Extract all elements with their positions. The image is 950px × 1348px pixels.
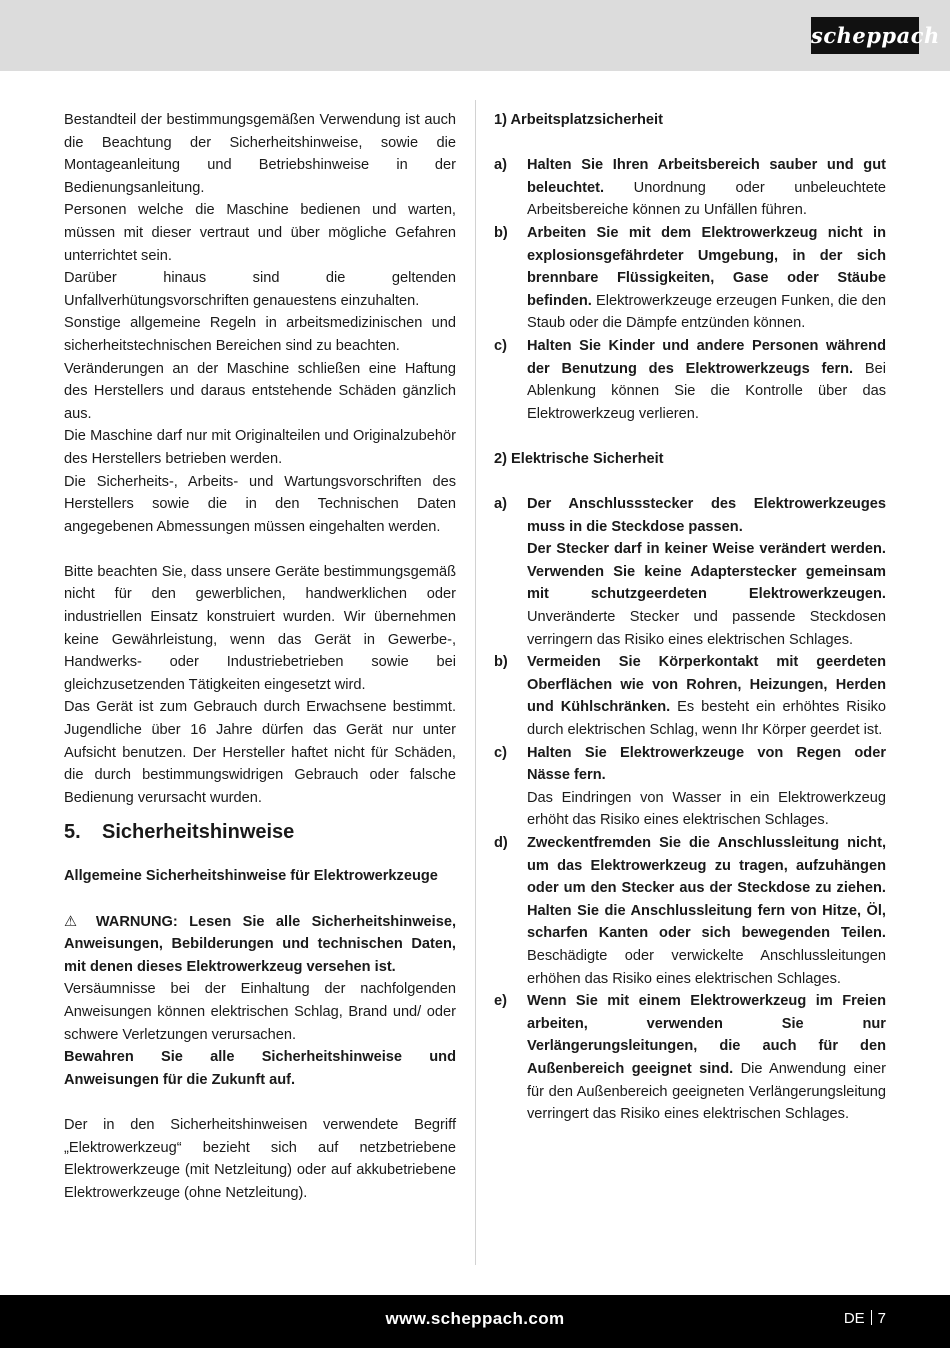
separator <box>871 1310 872 1325</box>
workplace-heading: 1) Arbeitsplatzsicherheit <box>494 112 663 128</box>
item-text: Unordnung oder unbeleuchtete Arbeitsbereiche können zu Unfällen führen. <box>527 179 886 219</box>
header-bar <box>0 0 950 71</box>
item-bold-text: Halten Sie Kinder und andere Personen während der Benutzung des Elektrowerkzeugs fern. <box>527 337 886 377</box>
section-title: Sicherheitshinweise <box>102 821 295 844</box>
intro-paragraph: Veränderungen an der Maschine schließen eine Haftung des Herstellers und daraus entstehende Schäden gänzlich aus. <box>64 360 456 422</box>
list-item <box>494 154 886 222</box>
brand-logo: scheppach <box>811 17 919 54</box>
item-text: Bei Ablenkung können Sie die Kontrolle über das Elektrowerkzeug verlieren. <box>527 360 886 422</box>
warning-bold-text: WARNUNG: Lesen Sie alle Sicherheitshinweise, Anweisungen, Bebilderungen und technischen Daten, mit denen dieses Elektrowerkzeug versehen ist. <box>64 913 457 975</box>
section-number: 5. <box>64 821 81 844</box>
term-definition: Der in den Sicherheitshinweisen verwendete Begriff „Elektrowerkzeug“ bezieht sich auf netzbetriebene Elektrowerkzeuge (mit Netzleitung) oder auf akkubetriebene Elektrowerkzeuge (ohne Netzleitung). <box>64 1116 456 1201</box>
page-reference <box>844 1310 886 1327</box>
intro-paragraph: Darüber hinaus sind die geltenden Unfallverhütungsvorschriften genauestens einzuhalten. <box>64 270 456 309</box>
page-number: 7 <box>877 1310 886 1327</box>
column-divider <box>475 100 476 1265</box>
general-safety-heading: Allgemeine Sicherheitshinweise für Elektrowerkzeuge <box>64 868 438 885</box>
left-column <box>64 109 456 1204</box>
section-heading <box>64 819 456 845</box>
keep-instructions-text: Bewahren Sie alle Sicherheitshinweise und Anweisungen für die Zukunft auf. <box>64 1049 456 1088</box>
item-bold-text: Halten Sie Elektrowerkzeuge von Regen oder Nässe fern. <box>527 744 886 784</box>
item-bold-text: Halten Sie Ihren Arbeitsbereich sauber und gut beleuchtet. <box>527 157 886 196</box>
item-text: Elektrowerkzeuge erzeugen Funken, die den Staub oder die Dämpfe entzünden können. <box>527 292 886 332</box>
intro-paragraph: Bestandteil der bestimmungsgemäßen Verwendung ist auch die Beachtung der Sicherheitshinweise, sowie die Montageanleitung und Betriebshinweise in der Bedienungsanleitung. <box>64 112 456 196</box>
right-column <box>494 109 886 1126</box>
list-item <box>494 335 886 425</box>
list-item <box>494 493 886 651</box>
electrical-heading: 2) Elektrische Sicherheit <box>494 450 664 467</box>
item-label: a) <box>494 496 507 513</box>
item-label: e) <box>494 993 507 1010</box>
warning-triangle-icon: ⚠ <box>64 913 85 930</box>
intro-paragraph: Die Sicherheits-, Arbeits- und Wartungsvorschriften des Herstellers sowie die in den Technischen Daten angegebenen Abmessungen müssen eingehalten werden. <box>64 473 456 535</box>
list-item <box>494 742 886 832</box>
website-link[interactable]: www.scheppach.com <box>385 1309 565 1328</box>
item-bold-text: Der Stecker darf in keiner Weise verändert werden. Verwenden Sie keine Adapterstecker gemeinsam mit schutzgeerdeten Elektrowerkzeugen. <box>527 541 886 603</box>
language-code: DE <box>843 1310 865 1327</box>
item-bold-text: Zweckentfremden Sie die Anschlussleitung nicht, um das Elektrowerkzeug zu tragen, aufzuhängen oder um den Stecker aus der Steckdose zu ziehen. Halten Sie die Anschlussleitung fern von Hitze, Öl, scharfen Kanten oder sich bewegenden Teilen. <box>527 835 886 942</box>
item-text: Beschädigte oder verwickelte Anschlussleitungen erhöhen das Risiko eines elektrischen Schlages. <box>527 947 886 987</box>
item-text: Das Eindringen von Wasser in ein Elektrowerkzeug erhöht das Risiko eines elektrischen Schlages. <box>527 789 886 829</box>
item-text: Unveränderte Stecker und passende Steckdosen verringern das Risiko eines elektrischen Schlages. <box>527 609 886 648</box>
usage-paragraph: Bitte beachten Sie, dass unsere Geräte bestimmungsgemäß nicht für den gewerblichen, handwerklichen oder industriellen Einsatz konstruiert wurden. Wir übernehmen keine Gewährleistung, wenn das Gerät in Gewerbe-, Handwerks- oder Industriebetrieben sowie bei gleichzusetzenden Tätigkeiten eingesetzt wird. <box>64 563 456 693</box>
item-label: c) <box>494 744 507 761</box>
item-text: Es besteht ein erhöhtes Risiko durch elektrischen Schlag, wenn Ihr Körper geerdet ist. <box>527 699 886 739</box>
list-item <box>494 651 886 741</box>
list-item <box>494 222 886 335</box>
item-bold-text: Vermeiden Sie Körperkontakt mit geerdeten Oberflächen wie von Rohren, Heizungen, Herden und Kühlschränken. <box>527 654 886 716</box>
intro-paragraph: Die Maschine darf nur mit Originalteilen und Originalzubehör des Herstellers betrieben werden. <box>64 428 456 467</box>
item-bold-text: Der Anschlussstecker des Elektrowerkzeuges muss in die Steckdose passen. <box>527 496 886 535</box>
footer-bar <box>0 1295 950 1348</box>
item-label: a) <box>494 157 507 174</box>
item-label: b) <box>494 224 508 241</box>
item-label: b) <box>494 654 508 671</box>
list-item <box>494 832 886 990</box>
item-label: d) <box>494 835 508 851</box>
warning-text: Versäumnisse bei der Einhaltung der nachfolgenden Anweisungen können elektrischen Schlag, Brand und/ oder schwere Verletzungen verursachen. <box>64 981 456 1043</box>
usage-paragraph: Das Gerät ist zum Gebrauch durch Erwachsene bestimmt. Jugendliche über 16 Jahre dürfen das Gerät nur unter Aufsicht benutzen. Der Hersteller haftet nicht für Schäden, die durch bestimmungswidrigen Gebrauch oder falsche Bedienung verursacht wurden. <box>64 699 456 806</box>
list-item <box>494 990 886 1126</box>
item-bold-text: Wenn Sie mit einem Elektrowerkzeug im Freien arbeiten, verwenden Sie nur Verlängerungsleitungen, die auch für den Außenbereich geeignet sind. <box>527 993 886 1077</box>
item-text: Die Anwendung einer für den Außenbereich geeigneten Verlängerungsleitung verringert das Risiko eines elektrischen Schlages. <box>527 1060 886 1123</box>
intro-paragraph: Sonstige allgemeine Regeln in arbeitsmedizinischen und sicherheitstechnischen Bereichen sind zu beachten. <box>64 315 456 354</box>
item-label: c) <box>494 337 507 354</box>
item-bold-text: Arbeiten Sie mit dem Elektrowerkzeug nicht in explosionsgefährdeter Umgebung, in der sich brennbare Flüssigkeiten, Gase oder Stäube befinden. <box>527 224 886 309</box>
warning-block <box>64 911 456 979</box>
intro-paragraph: Personen welche die Maschine bedienen und warten, müssen mit dieser vertraut und über mögliche Gefahren unterrichtet sein. <box>64 202 456 264</box>
